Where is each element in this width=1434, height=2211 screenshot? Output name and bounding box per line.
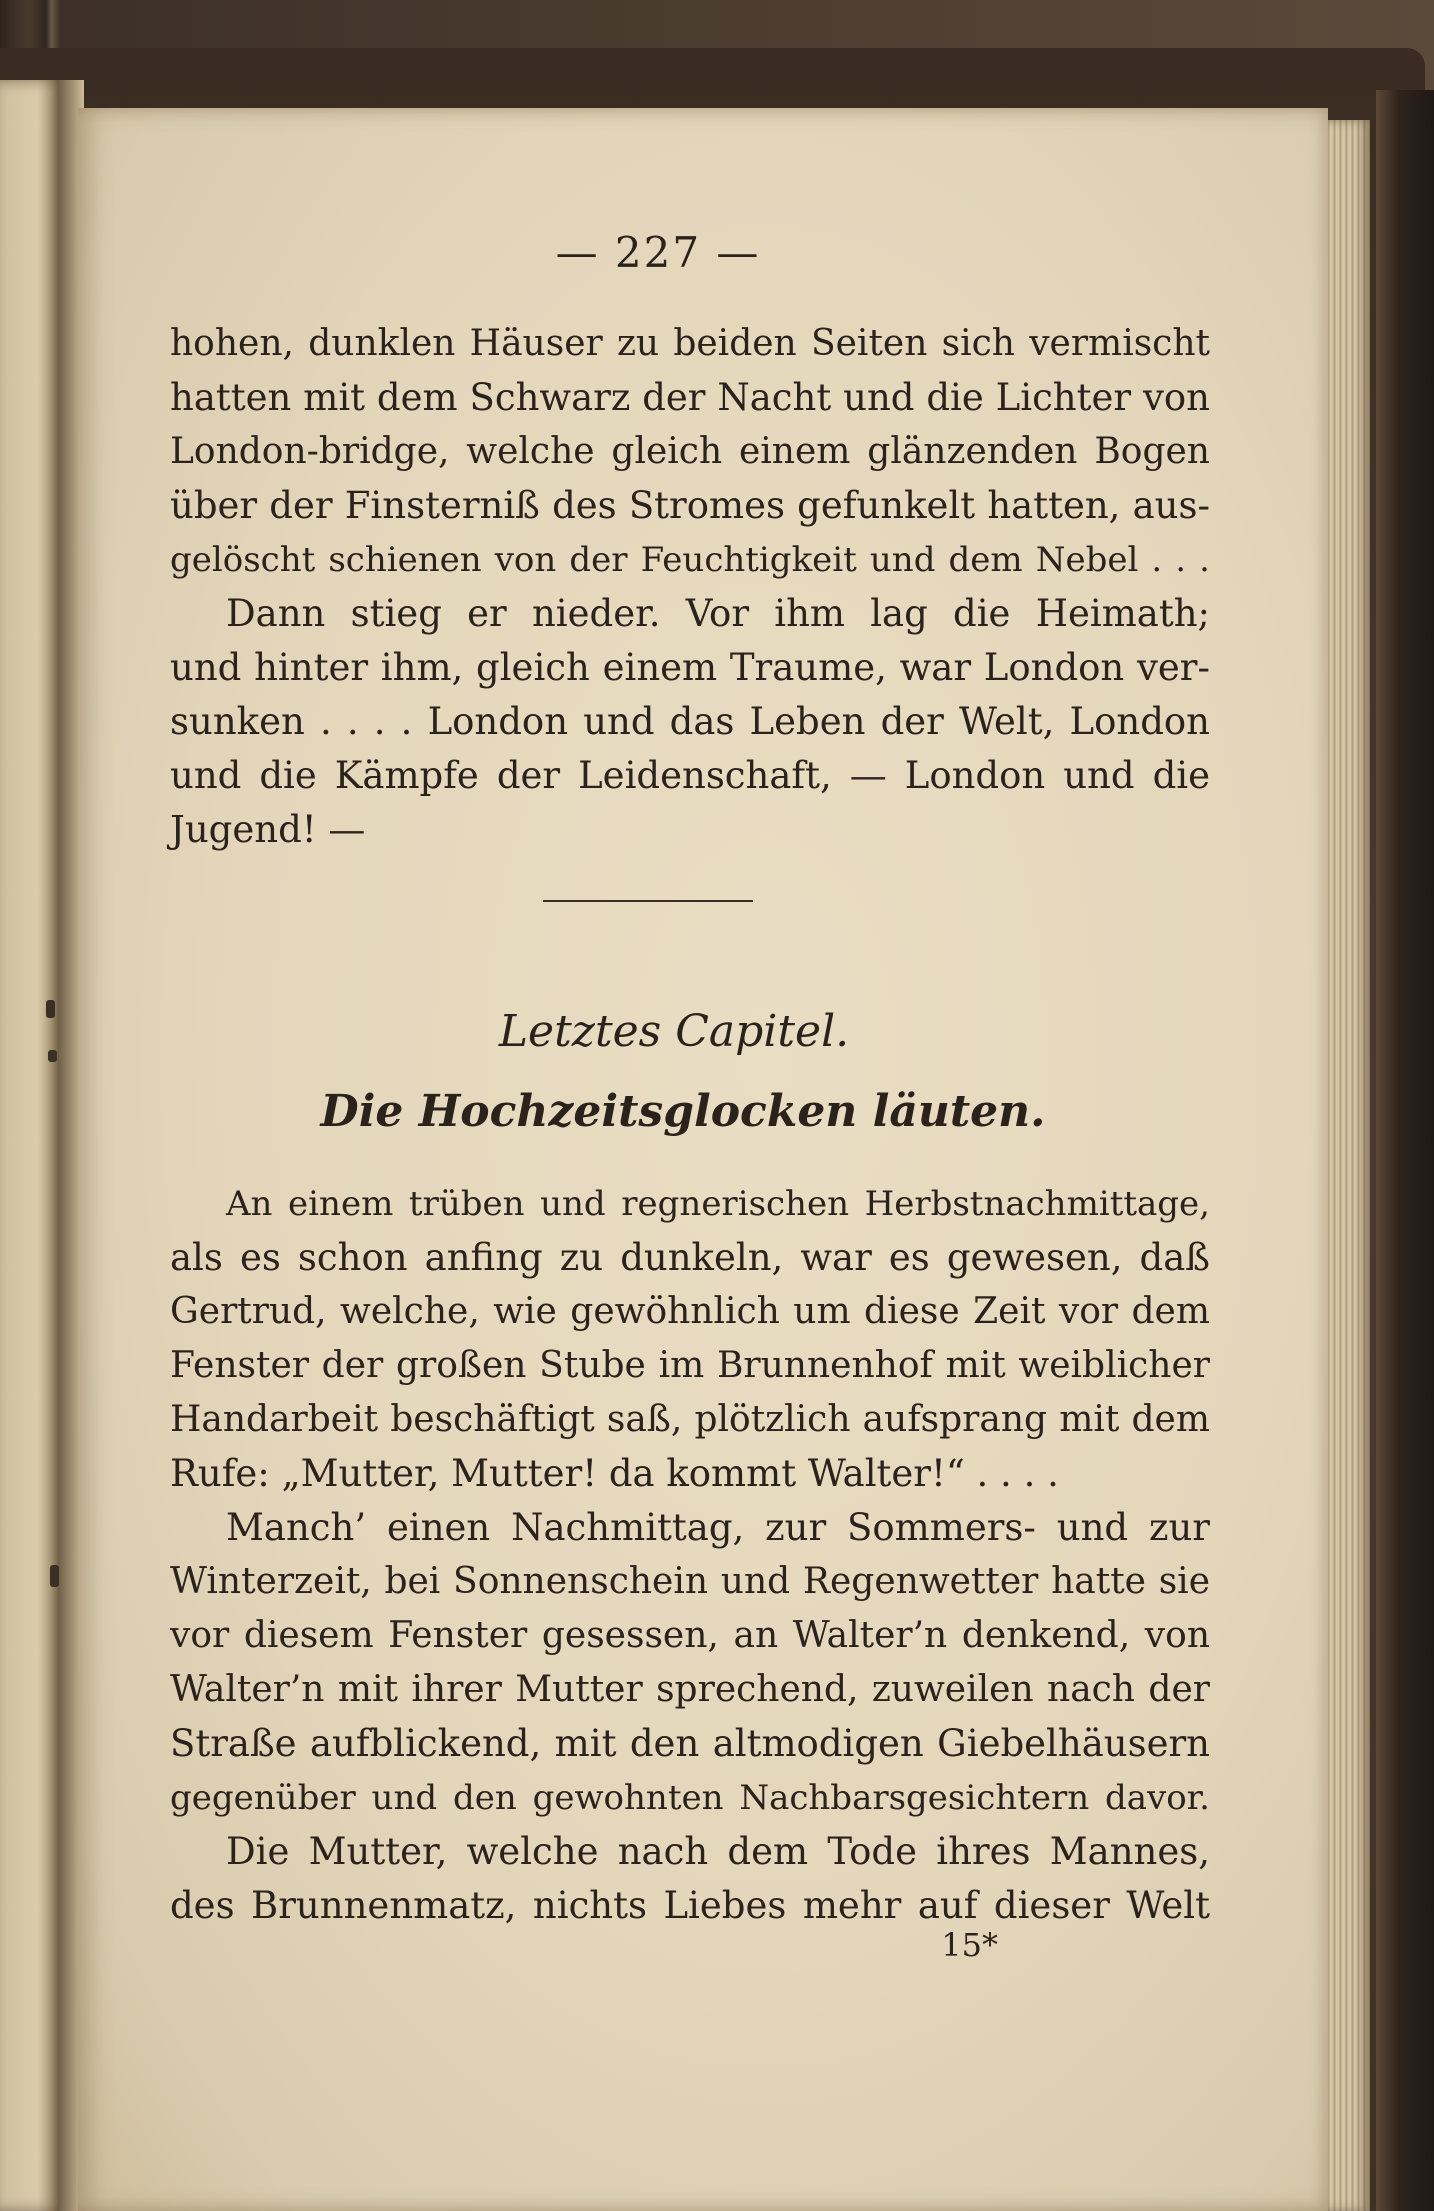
- text-line: und die Kämpfe der Leidenschaft, — London und die: [170, 754, 1210, 797]
- text-line: Walter’n mit ihrer Mutter sprechend, zuweilen nach der: [170, 1669, 1210, 1710]
- text-line: Jugend! —: [170, 808, 366, 851]
- binding-speck: [50, 1565, 59, 1587]
- text-line: über der Finsterniß des Stromes gefunkelt hatten, aus-: [170, 484, 1210, 527]
- section-divider: [543, 900, 753, 902]
- text-line: sunken . . . . London und das Leben der Welt, London: [170, 700, 1210, 743]
- signature-mark: 15*: [941, 1926, 998, 1964]
- text-line: London-bridge, welche gleich einem glänzenden Bogen: [170, 431, 1210, 472]
- text-line: Gertrud, welche, wie gewöhnlich um diese Zeit vor dem: [170, 1291, 1210, 1332]
- text-line: Rufe: „Mutter, Mutter! da kommt Walter!“ . . . .: [170, 1452, 1059, 1495]
- text-line: hatten mit dem Schwarz der Nacht und die Lichter von: [170, 376, 1210, 419]
- text-line: und hinter ihm, gleich einem Traume, war London ver-: [170, 646, 1210, 689]
- text-line: Straße aufblickend, mit den altmodigen Giebelhäusern: [170, 1722, 1210, 1765]
- cover-edge: [1376, 90, 1434, 2211]
- text-line: Manch’ einen Nachmittag, zur Sommers- und zur: [226, 1506, 1210, 1549]
- text-line: Fenster der großen Stube im Brunnenhof mit weiblicher: [170, 1345, 1210, 1386]
- text-line: Dann stieg er nieder. Vor ihm lag die Heimath;: [226, 592, 1210, 635]
- book-page: [78, 108, 1328, 2211]
- text-line: hohen, dunklen Häuser zu beiden Seiten sich vermischt: [170, 323, 1210, 364]
- chapter-subtitle: Die Hochzeitsglocken läuten.: [320, 1086, 1046, 1137]
- text-line: gelöscht schienen von der Feuchtigkeit und dem Nebel . . .: [170, 540, 1210, 580]
- page-number-header: — 227 —: [555, 228, 761, 277]
- text-line: An einem trüben und regnerischen Herbstnachmittage,: [226, 1184, 1210, 1224]
- binding-speck: [46, 1000, 55, 1018]
- facing-page-edge: [0, 80, 62, 2211]
- text-line: Winterzeit, bei Sonnenschein und Regenwetter hatte sie: [170, 1561, 1210, 1602]
- text-line: Die Mutter, welche nach dem Tode ihres Mannes,: [226, 1830, 1210, 1873]
- text-line: gegenüber und den gewohnten Nachbarsgesichtern davor.: [170, 1778, 1210, 1818]
- text-line: als es schon anfing zu dunkeln, war es gewesen, daß: [170, 1236, 1210, 1279]
- text-line: des Brunnenmatz, nichts Liebes mehr auf dieser Welt: [170, 1884, 1210, 1927]
- binding-speck: [48, 1050, 57, 1062]
- text-line: vor diesem Fenster gesessen, an Walter’n denkend, von: [170, 1615, 1210, 1656]
- chapter-title: Letztes Capitel.: [498, 1006, 850, 1057]
- text-line: Handarbeit beschäftigt saß, plötzlich aufsprang mit dem: [170, 1399, 1210, 1440]
